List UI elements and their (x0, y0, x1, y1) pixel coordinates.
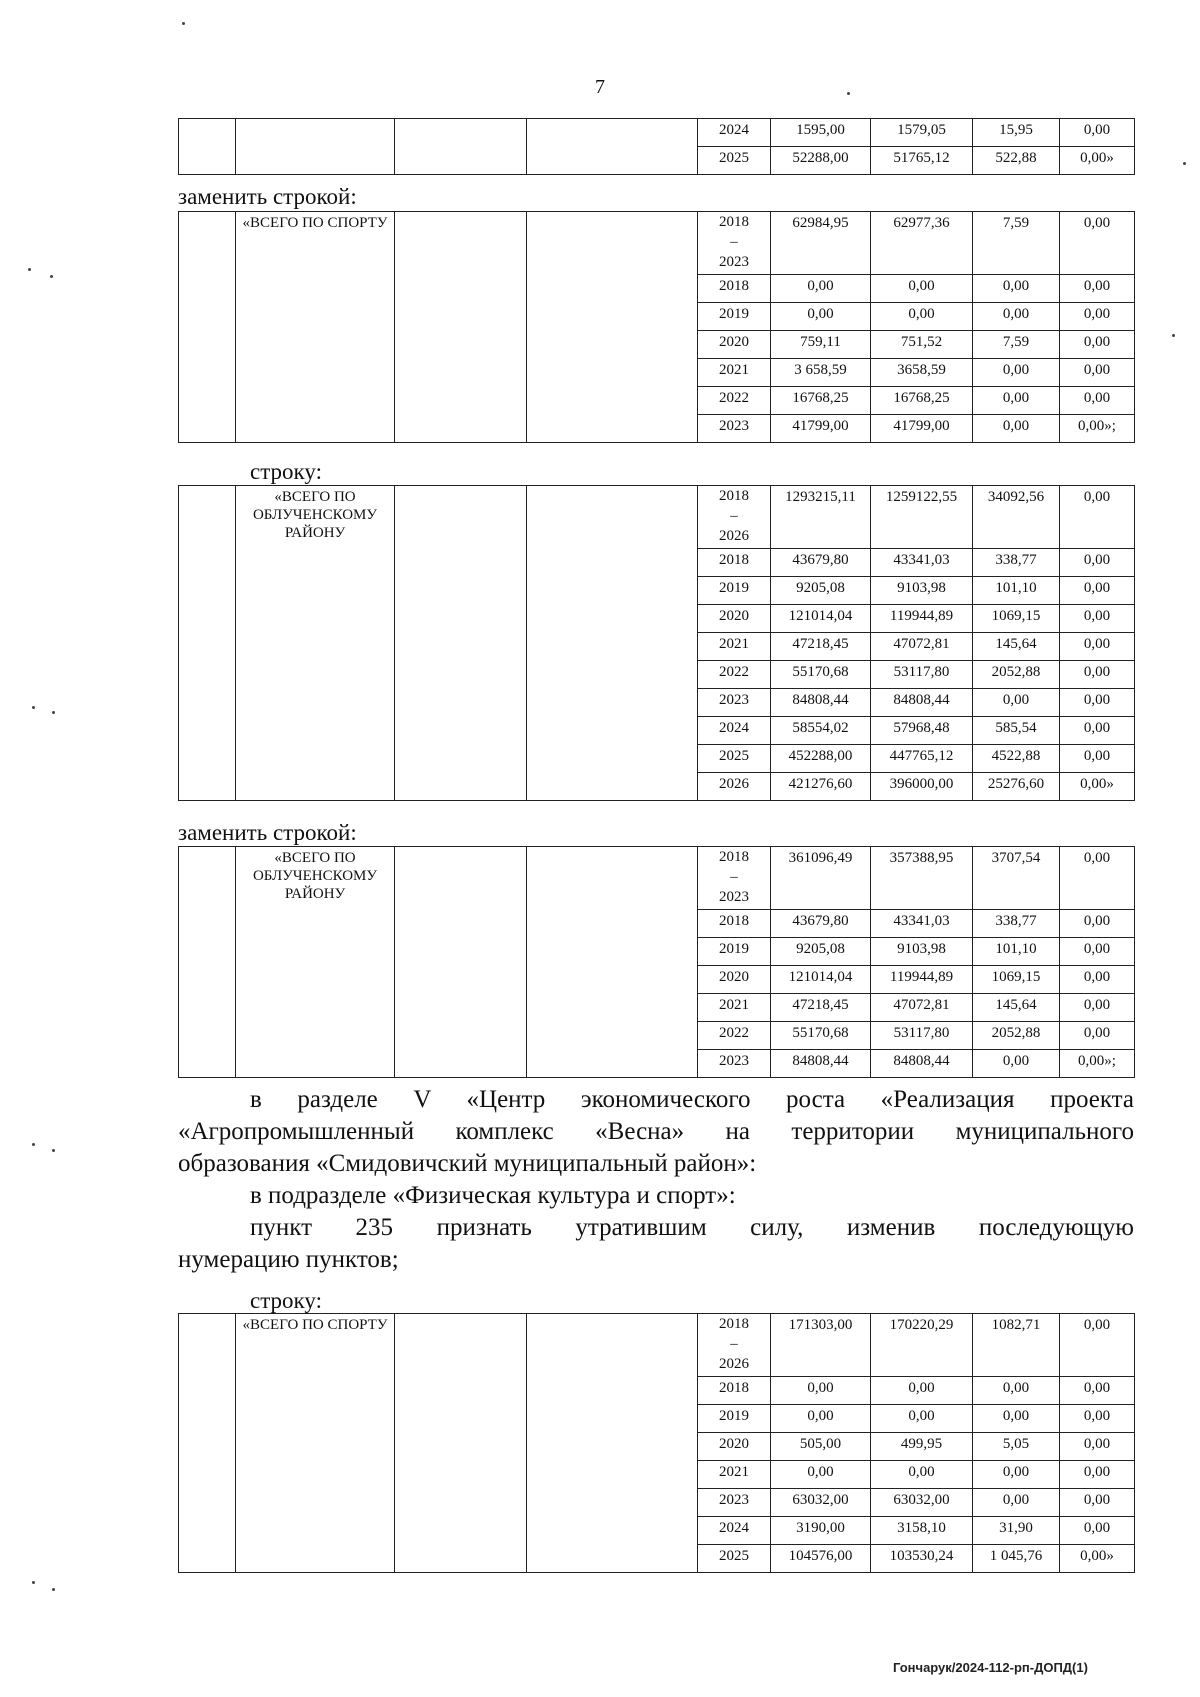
year-cell: 2019 (698, 577, 771, 605)
other-cell: 0,00»; (1060, 415, 1135, 443)
year-range-from: 2018 (719, 488, 749, 504)
total-cell: 62984,95 (771, 212, 871, 275)
other-cell: 0,00» (1060, 1545, 1135, 1573)
year-range-cell (698, 847, 771, 910)
year-cell: 2025 (698, 1545, 771, 1573)
year-cell: 2024 (698, 119, 771, 147)
federal-cell: 57968,48 (871, 717, 973, 745)
other-cell: 0,00»; (1060, 1050, 1135, 1078)
paragraph-line: образования «Смидовичский муниципальный район»: (178, 1150, 757, 1177)
caption-row-2: строку: (250, 1288, 322, 1313)
regional-cell: 585,54 (973, 717, 1060, 745)
caption-replace-2: заменить строкой: (178, 820, 357, 845)
federal-cell: 1579,05 (871, 119, 973, 147)
federal-cell: 43341,03 (871, 910, 973, 938)
regional-cell: 2052,88 (973, 661, 1060, 689)
other-cell: 0,00 (1060, 331, 1135, 359)
regional-cell: 25276,60 (973, 773, 1060, 801)
federal-cell: 53117,80 (871, 661, 973, 689)
total-cell: 9205,08 (771, 938, 871, 966)
year-cell: 2020 (698, 331, 771, 359)
total-cell: 0,00 (771, 1377, 871, 1405)
empty-cell (527, 1314, 698, 1573)
regional-cell: 1 045,76 (973, 1545, 1060, 1573)
row-label: «ВСЕГО ПО ОБЛУЧЕНСКОМУ РАЙОНУ (236, 486, 395, 801)
total-cell: 47218,45 (771, 994, 871, 1022)
row-label: «ВСЕГО ПО СПОРТУ (236, 1314, 395, 1573)
other-cell: 0,00 (1060, 1433, 1135, 1461)
federal-cell: 84808,44 (871, 1050, 973, 1078)
federal-cell: 119944,89 (871, 605, 973, 633)
other-cell: 0,00 (1060, 966, 1135, 994)
other-cell: 0,00 (1060, 605, 1135, 633)
regional-cell: 0,00 (973, 1461, 1060, 1489)
regional-cell: 2052,88 (973, 1022, 1060, 1050)
year-range-dash: – (730, 508, 738, 524)
total-cell: 47218,45 (771, 633, 871, 661)
year-cell: 2019 (698, 1405, 771, 1433)
year-range-cell (698, 212, 771, 275)
table-row-range (179, 212, 1135, 275)
other-cell: 0,00 (1060, 549, 1135, 577)
scan-speck (52, 1149, 55, 1152)
federal-cell: 9103,98 (871, 577, 973, 605)
regional-cell: 0,00 (973, 415, 1060, 443)
scan-speck (32, 1143, 35, 1146)
federal-cell: 3158,10 (871, 1517, 973, 1545)
total-cell: 1595,00 (771, 119, 871, 147)
empty-cell (179, 212, 236, 443)
scan-speck (847, 92, 850, 95)
year-range-dash: – (730, 869, 738, 885)
other-cell: 0,00 (1060, 212, 1135, 275)
total-cell: 104576,00 (771, 1545, 871, 1573)
year-range-to: 2023 (719, 889, 749, 905)
year-cell: 2023 (698, 689, 771, 717)
empty-cell (527, 486, 698, 801)
federal-cell: 84808,44 (871, 689, 973, 717)
row-label: «ВСЕГО ПО ОБЛУЧЕНСКОМУ РАЙОНУ (236, 847, 395, 1078)
year-range-cell (698, 486, 771, 549)
year-range-dash: – (730, 234, 738, 250)
other-cell: 0,00 (1060, 1461, 1135, 1489)
empty-cell (179, 486, 236, 801)
scan-speck (52, 1588, 55, 1591)
year-cell: 2020 (698, 966, 771, 994)
year-cell: 2021 (698, 359, 771, 387)
total-cell: 43679,80 (771, 910, 871, 938)
total-cell: 84808,44 (771, 689, 871, 717)
other-cell: 0,00 (1060, 910, 1135, 938)
regional-cell: 522,88 (973, 147, 1060, 175)
year-range-to: 2026 (719, 1356, 749, 1372)
total-cell: 759,11 (771, 331, 871, 359)
regional-cell: 4522,88 (973, 745, 1060, 773)
year-cell: 2020 (698, 605, 771, 633)
other-cell: 0,00 (1060, 275, 1135, 303)
row-label: «ВСЕГО ПО СПОРТУ (236, 212, 395, 443)
year-cell: 2021 (698, 994, 771, 1022)
empty-cell (395, 1314, 527, 1573)
other-cell: 0,00 (1060, 1405, 1135, 1433)
federal-cell: 41799,00 (871, 415, 973, 443)
empty-cell (395, 847, 527, 1078)
federal-cell: 103530,24 (871, 1545, 973, 1573)
table-district-2018-2023 (178, 846, 1135, 1078)
federal-cell: 0,00 (871, 1405, 973, 1433)
empty-cell (395, 486, 527, 801)
paragraph-line: в разделе V «Центр экономического роста «Реализация проекта (250, 1086, 1134, 1113)
table-body (179, 847, 1135, 1078)
table-body (179, 119, 1135, 175)
federal-cell: 0,00 (871, 1461, 973, 1489)
federal-cell: 47072,81 (871, 994, 973, 1022)
regional-cell: 0,00 (973, 1405, 1060, 1433)
federal-cell: 3658,59 (871, 359, 973, 387)
scan-speck (52, 711, 55, 714)
federal-cell: 119944,89 (871, 966, 973, 994)
scan-speck (1183, 162, 1186, 165)
total-cell: 0,00 (771, 1405, 871, 1433)
other-cell: 0,00 (1060, 717, 1135, 745)
federal-cell: 43341,03 (871, 549, 973, 577)
federal-cell: 357388,95 (871, 847, 973, 910)
year-cell: 2021 (698, 1461, 771, 1489)
other-cell: 0,00 (1060, 486, 1135, 549)
year-cell: 2020 (698, 1433, 771, 1461)
total-cell: 16768,25 (771, 387, 871, 415)
total-cell: 1293215,11 (771, 486, 871, 549)
total-cell: 52288,00 (771, 147, 871, 175)
federal-cell: 396000,00 (871, 773, 973, 801)
total-cell: 421276,60 (771, 773, 871, 801)
other-cell: 0,00 (1060, 1314, 1135, 1377)
scan-speck (50, 275, 53, 278)
empty-cell (179, 1314, 236, 1573)
other-cell: 0,00 (1060, 359, 1135, 387)
year-cell: 2019 (698, 938, 771, 966)
year-cell: 2019 (698, 303, 771, 331)
total-cell: 55170,68 (771, 661, 871, 689)
federal-cell: 447765,12 (871, 745, 973, 773)
scan-speck (1172, 334, 1175, 337)
empty-cell (179, 847, 236, 1078)
regional-cell: 7,59 (973, 331, 1060, 359)
year-cell: 2026 (698, 773, 771, 801)
total-cell: 58554,02 (771, 717, 871, 745)
scan-speck (32, 706, 35, 709)
regional-cell: 1069,15 (973, 966, 1060, 994)
federal-cell: 0,00 (871, 303, 973, 331)
paragraph-section-v (178, 1084, 1134, 1276)
page-number: 7 (595, 76, 605, 98)
total-cell: 84808,44 (771, 1050, 871, 1078)
paragraph-subsection: в подразделе «Физическая культура и спорт»: (250, 1182, 736, 1209)
regional-cell: 1069,15 (973, 605, 1060, 633)
other-cell: 0,00 (1060, 661, 1135, 689)
other-cell: 0,00 (1060, 938, 1135, 966)
table-body (179, 212, 1135, 443)
federal-cell: 9103,98 (871, 938, 973, 966)
other-cell: 0,00 (1060, 1489, 1135, 1517)
year-range-to: 2026 (719, 528, 749, 544)
table-row-range (179, 847, 1135, 910)
total-cell: 41799,00 (771, 415, 871, 443)
total-cell: 3 658,59 (771, 359, 871, 387)
regional-cell: 145,64 (973, 994, 1060, 1022)
year-range-to: 2023 (719, 254, 749, 270)
scan-speck (32, 1581, 35, 1584)
year-cell: 2018 (698, 1377, 771, 1405)
total-cell: 0,00 (771, 275, 871, 303)
regional-cell: 0,00 (973, 1050, 1060, 1078)
table-top-continuation (178, 118, 1135, 175)
total-cell: 43679,80 (771, 549, 871, 577)
other-cell: 0,00 (1060, 847, 1135, 910)
year-cell: 2025 (698, 745, 771, 773)
year-cell: 2022 (698, 661, 771, 689)
regional-cell: 101,10 (973, 577, 1060, 605)
federal-cell: 53117,80 (871, 1022, 973, 1050)
other-cell: 0,00 (1060, 689, 1135, 717)
regional-cell: 338,77 (973, 910, 1060, 938)
total-cell: 0,00 (771, 303, 871, 331)
federal-cell: 0,00 (871, 1377, 973, 1405)
table-district-2018-2026 (178, 485, 1135, 801)
regional-cell: 34092,56 (973, 486, 1060, 549)
year-range-dash: – (730, 1336, 738, 1352)
year-cell: 2018 (698, 549, 771, 577)
total-cell: 452288,00 (771, 745, 871, 773)
regional-cell: 0,00 (973, 689, 1060, 717)
regional-cell: 0,00 (973, 1377, 1060, 1405)
total-cell: 9205,08 (771, 577, 871, 605)
total-cell: 121014,04 (771, 966, 871, 994)
table-sport-2018-2023 (178, 211, 1135, 443)
federal-cell: 499,95 (871, 1433, 973, 1461)
federal-cell: 0,00 (871, 275, 973, 303)
paragraph-line: «Агропромышленный комплекс «Весна» на территории муниципального (178, 1118, 1134, 1145)
other-cell: 0,00 (1060, 994, 1135, 1022)
year-cell: 2018 (698, 275, 771, 303)
other-cell: 0,00 (1060, 119, 1135, 147)
other-cell: 0,00» (1060, 773, 1135, 801)
empty-cell (395, 212, 527, 443)
year-cell: 2022 (698, 387, 771, 415)
total-cell: 171303,00 (771, 1314, 871, 1377)
table-row-range (179, 486, 1135, 549)
total-cell: 361096,49 (771, 847, 871, 910)
table-body (179, 1314, 1135, 1573)
year-cell: 2021 (698, 633, 771, 661)
table-body (179, 486, 1135, 801)
other-cell: 0,00 (1060, 387, 1135, 415)
paragraph-line: пункт 235 признать утратившим силу, изменив последующую (250, 1214, 1134, 1241)
regional-cell: 145,64 (973, 633, 1060, 661)
other-cell: 0,00» (1060, 147, 1135, 175)
year-cell: 2023 (698, 1489, 771, 1517)
regional-cell: 0,00 (973, 1489, 1060, 1517)
scan-speck (182, 22, 185, 25)
scan-speck (28, 268, 31, 271)
federal-cell: 47072,81 (871, 633, 973, 661)
caption-replace-1: заменить строкой: (178, 184, 357, 209)
other-cell: 0,00 (1060, 745, 1135, 773)
year-cell: 2025 (698, 147, 771, 175)
total-cell: 121014,04 (771, 605, 871, 633)
year-range-from: 2018 (719, 849, 749, 865)
regional-cell: 31,90 (973, 1517, 1060, 1545)
year-range-cell (698, 1314, 771, 1377)
other-cell: 0,00 (1060, 1022, 1135, 1050)
table-sport-2018-2026 (178, 1313, 1135, 1573)
year-cell: 2022 (698, 1022, 771, 1050)
total-cell: 63032,00 (771, 1489, 871, 1517)
regional-cell: 5,05 (973, 1433, 1060, 1461)
table-row-range (179, 1314, 1135, 1377)
total-cell: 0,00 (771, 1461, 871, 1489)
regional-cell: 0,00 (973, 359, 1060, 387)
regional-cell: 338,77 (973, 549, 1060, 577)
federal-cell: 170220,29 (871, 1314, 973, 1377)
other-cell: 0,00 (1060, 303, 1135, 331)
federal-cell: 51765,12 (871, 147, 973, 175)
regional-cell: 0,00 (973, 275, 1060, 303)
total-cell: 505,00 (771, 1433, 871, 1461)
year-cell: 2024 (698, 1517, 771, 1545)
regional-cell: 101,10 (973, 938, 1060, 966)
other-cell: 0,00 (1060, 1377, 1135, 1405)
empty-cell (527, 212, 698, 443)
empty-cell (527, 847, 698, 1078)
year-cell: 2018 (698, 910, 771, 938)
other-cell: 0,00 (1060, 633, 1135, 661)
table-row (179, 119, 1135, 147)
year-cell: 2023 (698, 415, 771, 443)
federal-cell: 16768,25 (871, 387, 973, 415)
federal-cell: 62977,36 (871, 212, 973, 275)
footer-document-code: Гончарук/2024-112-рп-ДОПД(1) (893, 1660, 1088, 1675)
total-cell: 55170,68 (771, 1022, 871, 1050)
year-range-from: 2018 (719, 1316, 749, 1332)
total-cell: 3190,00 (771, 1517, 871, 1545)
regional-cell: 0,00 (973, 387, 1060, 415)
federal-cell: 1259122,55 (871, 486, 973, 549)
other-cell: 0,00 (1060, 577, 1135, 605)
year-cell: 2023 (698, 1050, 771, 1078)
year-range-from: 2018 (719, 214, 749, 230)
paragraph-line: нумерацию пунктов; (178, 1246, 399, 1273)
federal-cell: 63032,00 (871, 1489, 973, 1517)
regional-cell: 1082,71 (973, 1314, 1060, 1377)
federal-cell: 751,52 (871, 331, 973, 359)
other-cell: 0,00 (1060, 1517, 1135, 1545)
caption-row-1: строку: (250, 459, 322, 484)
regional-cell: 7,59 (973, 212, 1060, 275)
regional-cell: 15,95 (973, 119, 1060, 147)
regional-cell: 3707,54 (973, 847, 1060, 910)
year-cell: 2024 (698, 717, 771, 745)
regional-cell: 0,00 (973, 303, 1060, 331)
